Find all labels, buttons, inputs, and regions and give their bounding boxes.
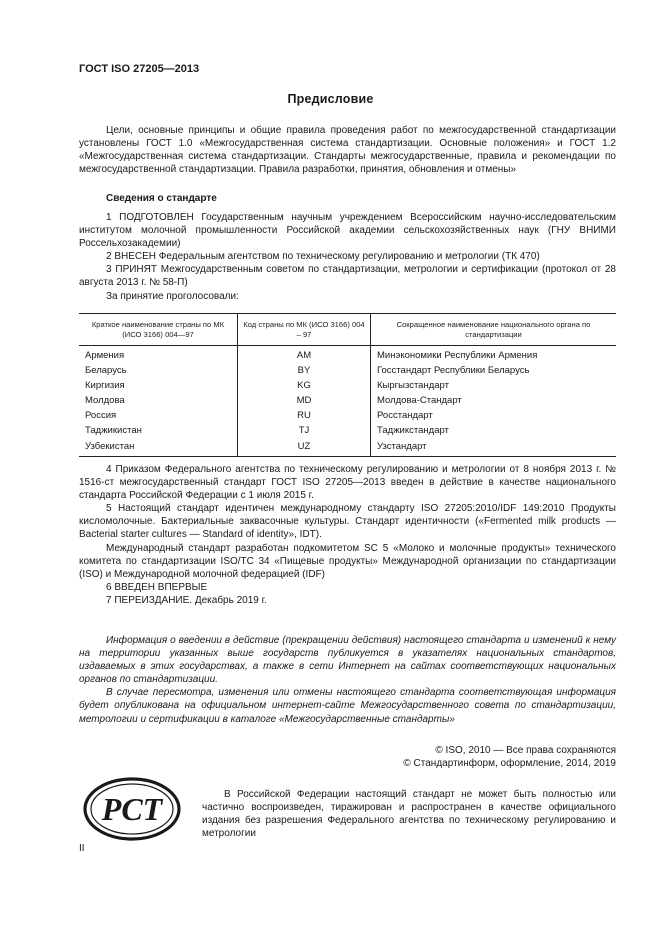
rst-logo: [82, 776, 182, 842]
rst-logo-icon: [82, 776, 182, 842]
table-row: [79, 363, 616, 378]
item-7: 7 ПЕРЕИЗДАНИЕ. Декабрь 2019 г.: [106, 594, 267, 606]
copyright-standartinform: © Стандартинформ, оформление, 2014, 2019: [403, 758, 616, 770]
page-title: Предисловие: [287, 92, 374, 106]
info-paragraph-2: В случае пересмотра, изменения или отмены настоящего стандарта соответствующая информация будет опубликована на официальном интернет-сайте Межгосударственного совета по стандартизации, метрологии и сертификации в каталоге «Межгосударственные стандарты»: [79, 687, 616, 725]
info-block: [79, 634, 616, 726]
table-row: [79, 423, 616, 438]
standards-body: Госстандарт Республики Беларусь: [371, 363, 617, 378]
table-row: [79, 408, 616, 423]
reproduction-notice: В Российской Федерации настоящий стандарт не может быть полностью или частично воспроизведен, тиражирован и распространен в качестве официального издания без разрешения Федерального агентства по техническому регулированию и метрологии: [202, 789, 616, 840]
copyright-iso: © ISO, 2010 — Все права сохраняются: [435, 745, 616, 756]
table-row: [79, 439, 616, 457]
voted-label: За принятие проголосовали:: [106, 290, 239, 302]
page-number: II: [79, 843, 85, 854]
country-code: MD: [238, 393, 371, 408]
rst-logo-letters: РСТ: [101, 791, 163, 827]
standards-body: Молдова-Стандарт: [371, 393, 617, 408]
table-row: [79, 346, 616, 364]
country-code: KG: [238, 378, 371, 393]
standards-body: Кыргызстандарт: [371, 378, 617, 393]
column-header-country: Краткое наименование страны по МК (ИСО 3166) 004—97: [79, 314, 238, 346]
standard-info-block: [79, 211, 616, 303]
country-name: Молдова: [85, 395, 125, 407]
table-row: [79, 393, 616, 408]
item-5-note: Международный стандарт разработан подкомитетом SC 5 «Молоко и молочные продукты» технического комитета по стандартизации ISO/TC 34 «Пищевые продукты» Международной организации по стандартизации (ISO) и Международной молочной федерацией (IDF): [79, 542, 616, 580]
copyright-block: [79, 744, 616, 770]
column-header-body: Сокращенное наименование национального органа по стандартизации: [371, 314, 617, 346]
table-row: [79, 378, 616, 393]
standards-body: Таджикстандарт: [371, 423, 617, 438]
standards-body: Узстандарт: [371, 439, 617, 457]
table-header-row: [79, 314, 616, 346]
country-name: Киргизия: [85, 380, 125, 392]
info-paragraph-1: Информация о введении в действие (прекращении действия) настоящего стандарта и изменений к нему на территории указанных выше государств публикуется в указателях национальных стандартов, издаваемых в этих государствах, а также в сети Интернет на сайтах соответствующих национальных органов по стандартизации.: [79, 635, 616, 686]
section-title: Сведения о стандарте: [106, 193, 217, 204]
country-code: AM: [238, 346, 371, 364]
country-name: Узбекистан: [79, 439, 238, 457]
country-name: Армения: [85, 350, 125, 361]
standards-body: Минэкономики Республики Армения: [371, 346, 617, 364]
item-3: 3 ПРИНЯТ Межгосударственным советом по стандартизации, метрологии и сертификации (протокол от 28 августа 2013 г. № 58-П): [79, 264, 616, 289]
item-6: 6 ВВЕДЕН ВПЕРВЫЕ: [106, 581, 208, 593]
column-header-code: Код страны по МК (ИСО 3166) 004 – 97: [238, 314, 371, 346]
standards-body: Росстандарт: [371, 408, 617, 423]
item-2: 2 ВНЕСЕН Федеральным агентством по техническому регулированию и метрологии (ТК 470): [106, 251, 540, 263]
countries-table: [79, 313, 616, 457]
country-code: TJ: [238, 423, 371, 438]
country-name: Беларусь: [85, 365, 127, 377]
country-code: BY: [238, 363, 371, 378]
item-5: 5 Настоящий стандарт идентичен международному стандарту ISO 27205:2010/IDF 149:2010 Продукты кисломолочные. Бактериальные заквасочные культуры. Стандарт идентичности («Fermented milk products — Bacterial starter cultures — Standard of identity», IDT).: [79, 503, 616, 541]
country-code: UZ: [238, 439, 371, 457]
item-1: 1 ПОДГОТОВЛЕН Государственным научным учреждением Всероссийским научно-исследовательским институтом молочной промышленности Российской академии сельскохозяйственных наук (ГНУ ВНИМИ Россельхозакадемии): [79, 212, 616, 250]
country-code: RU: [238, 408, 371, 423]
country-name: Таджикистан: [85, 425, 142, 437]
document-header: ГОСТ ISO 27205—2013: [79, 63, 200, 75]
intro-paragraph: Цели, основные принципы и общие правила проведения работ по межгосударственной стандартизации установлены ГОСТ 1.0 «Межгосударственная система стандартизации. Основные положения» и ГОСТ 1.2 «Межгосударственная система стандартизации. Стандарты межгосударственные, правила и рекомендации по межгосударственной стандартизации. Правила разработки, принятия, обновления и отмены»: [79, 125, 616, 176]
standard-info-continued: [79, 463, 616, 607]
country-name: Россия: [85, 410, 117, 422]
item-4: 4 Приказом Федерального агентства по техническому регулированию и метрологии от 8 ноября 2013 г. № 1516-ст межгосударственный стандарт ГОСТ ISO 27205—2013 введен в действие в качестве национального стандарта Российской Федерации с 1 июля 2015 г.: [79, 464, 616, 502]
